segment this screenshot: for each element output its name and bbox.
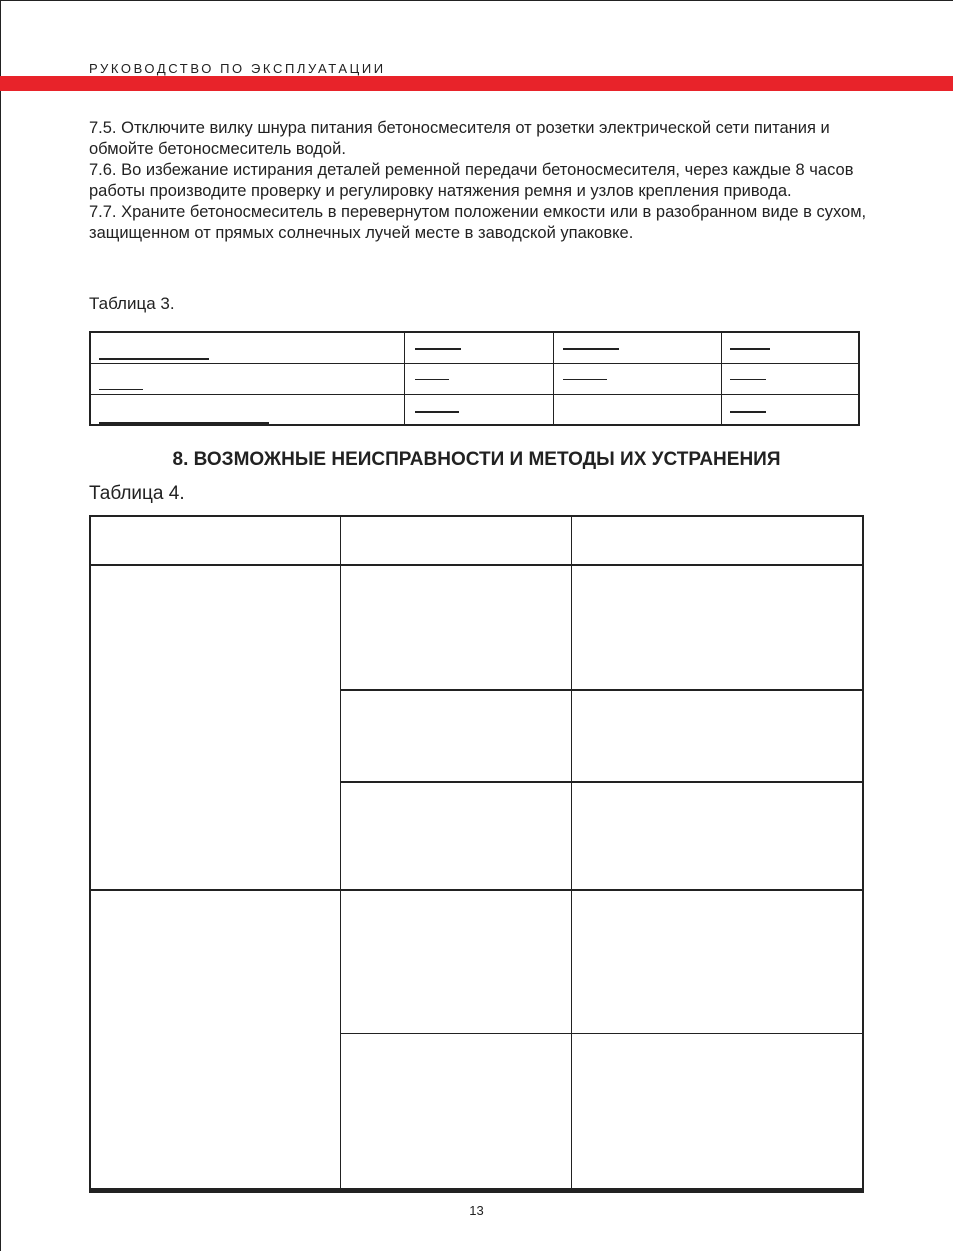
paragraph-7-5: 7.5. Отключите вилку шнура питания бетоносмесителя от розетки электрической сети питания и обмойте бетоносмеситель водой. (89, 119, 830, 158)
table3-cell-placeholder (415, 379, 449, 380)
table4-group-divider (89, 889, 864, 891)
running-header: РУКОВОДСТВО ПО ЭКСПЛУАТАЦИИ (89, 61, 386, 76)
table4-row-divider (341, 689, 864, 691)
paragraph-7-7: 7.7. Храните бетоносмеситель в перевернутом положении емкости или в разобранном виде в сухом, защищенном от прямых солнечных лучей месте в заводской упаковке. (89, 203, 867, 242)
table3-cell-placeholder (563, 348, 619, 350)
table4-frame (89, 515, 864, 1191)
table4-col-divider (571, 515, 572, 1190)
table-4 (89, 515, 864, 1193)
page-border-top (0, 0, 953, 1)
table-3 (89, 331, 860, 426)
table3-col-divider (404, 331, 405, 426)
maintenance-text (89, 118, 879, 244)
table3-cell-placeholder (415, 411, 459, 413)
page-number: 13 (469, 1203, 484, 1218)
table3-cell-placeholder (730, 348, 770, 350)
table4-row-divider (341, 1033, 864, 1034)
table3-cell-placeholder (415, 348, 461, 350)
table4-header-divider (89, 564, 864, 566)
table3-cell-placeholder (99, 389, 143, 390)
table3-col-divider (721, 331, 722, 426)
header-red-bar (0, 76, 953, 91)
table3-row-divider (89, 394, 860, 395)
table3-col-divider (553, 331, 554, 426)
table3-cell-placeholder (730, 379, 766, 380)
table3-cell-placeholder (563, 379, 607, 380)
table4-bottom-rule (89, 1188, 864, 1193)
table4-row-divider (341, 781, 864, 783)
table3-cell-placeholder (99, 422, 269, 424)
table3-cell-placeholder (730, 411, 766, 413)
table3-cell-placeholder (99, 358, 209, 360)
table4-col-divider (340, 515, 341, 1190)
table3-caption: Таблица 3. (89, 294, 175, 313)
section-8-title: 8. ВОЗМОЖНЫЕ НЕИСПРАВНОСТИ И МЕТОДЫ ИХ УСТРАНЕНИЯ (172, 449, 781, 470)
page-border-left (0, 0, 1, 1251)
paragraph-7-6: 7.6. Во избежание истирания деталей ременной передачи бетоносмесителя, через каждые 8 часов работы производите проверку и регулировку натяжения ремня и узлов крепления привода. (89, 161, 854, 200)
table3-row-divider (89, 363, 860, 364)
table4-caption: Таблица 4. (89, 483, 185, 504)
